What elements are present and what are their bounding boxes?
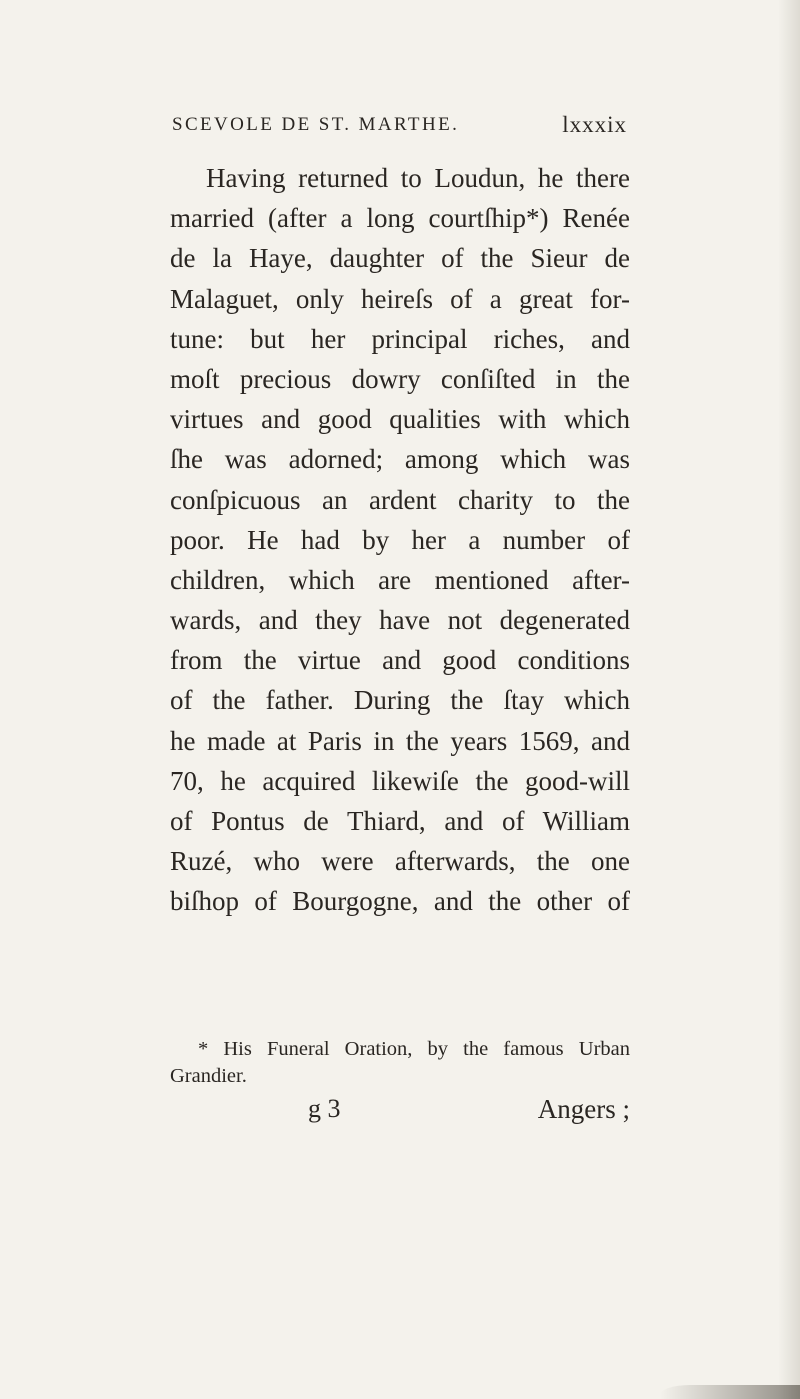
text-line: Ruzé, who were afterwards, the one	[170, 846, 630, 877]
text-line: of the father. During the ſtay which	[170, 685, 630, 716]
text-line: from the virtue and good conditions	[170, 645, 630, 676]
header-title: SCEVOLE DE ST. MARTHE.	[172, 114, 460, 135]
text-line: conſpicuous an ardent charity to the	[170, 484, 630, 515]
text-line: de la Haye, daughter of the Sieur de	[170, 243, 630, 274]
ink-smudge	[660, 1385, 800, 1399]
text-line: biſhop of Bourgogne, and the other of	[170, 886, 630, 917]
text-line: ſhe was adorned; among which was	[170, 444, 630, 475]
page-footer	[170, 1094, 630, 1134]
text-line: children, which are mentioned after-	[170, 564, 630, 595]
text-line: virtues and good qualities with which	[170, 404, 630, 435]
catchword: Angers ;	[537, 1094, 630, 1124]
page-number: lxxxix	[562, 112, 627, 137]
text-line: tune: but her principal riches, and	[170, 323, 630, 354]
text-line: Having returned to Loudun, he there	[206, 163, 630, 193]
text-line: Malaguet, only heireſs of a great for-	[170, 283, 630, 314]
footnote-line: * His Funeral Oration, by the famous Urban	[198, 1038, 630, 1060]
page-edge-shadow	[778, 0, 800, 1399]
text-line: poor. He had by her a number of	[170, 524, 630, 555]
text-line: 70, he acquired likewiſe the good-will	[170, 765, 630, 796]
footnote-line: Grandier.	[170, 1065, 247, 1087]
running-header	[172, 114, 627, 144]
signature-mark: g 3	[308, 1094, 341, 1123]
text-line: married (after a long courtſhip*) Renée	[170, 203, 630, 234]
text-line: wards, and they have not degenerated	[170, 605, 630, 636]
body-text	[170, 158, 630, 922]
text-line: moſt precious dowry conſiſted in the	[170, 363, 630, 394]
text-line: of Pontus de Thiard, and of William	[170, 806, 630, 836]
text-line: he made at Paris in the years 1569, and	[170, 725, 630, 756]
footnote	[170, 1036, 630, 1090]
